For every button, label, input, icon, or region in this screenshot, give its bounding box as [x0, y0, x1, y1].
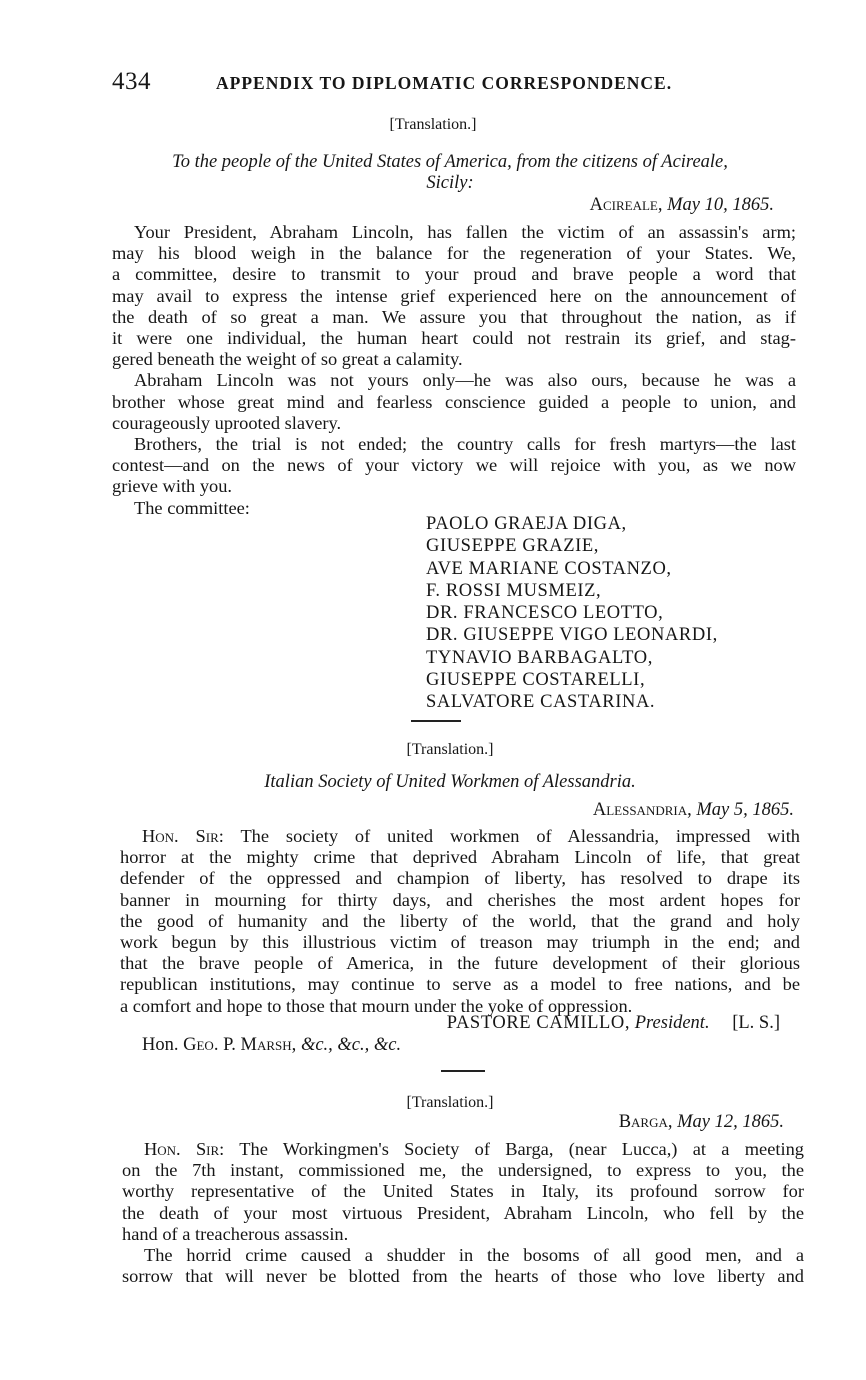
- signature-alessandria: [447, 1013, 780, 1034]
- section-divider: [411, 720, 461, 722]
- text-line: the good of humanity and the liberty of the world, that the grand and holy: [120, 910, 800, 931]
- dateline-date: May 5, 1865.: [696, 800, 794, 820]
- dateline-place: Acireale,: [589, 195, 663, 215]
- letter-title-alessandria: Italian Society of United Workmen of Alessandria.: [264, 772, 636, 792]
- translation-label-1: [Translation.]: [389, 116, 477, 133]
- signatory: AVE MARIANE COSTANZO,: [426, 558, 672, 579]
- section-divider: [441, 1070, 485, 1072]
- signatory: PAOLO GRAEJA DIGA,: [426, 514, 627, 534]
- text-line: that the brave people of America, in the future development of their glorious: [120, 953, 800, 974]
- addressee-marsh: [142, 1035, 401, 1056]
- signatory: TYNAVIO BARBAGALTO,: [426, 647, 653, 668]
- text-line: Abraham Lincoln was not yours only—he was also ours, because he was a: [134, 370, 796, 391]
- text-line: defender of the oppressed and champion of liberty, has resolved to drape its: [120, 868, 800, 889]
- addressee-suffix: &c., &c., &c.: [300, 1035, 402, 1055]
- dateline-alessandria: [593, 800, 794, 821]
- text-line: the death of so great a man. We assure you that throughout the nation, as if: [112, 306, 796, 327]
- text-line: hand of a treacherous assassin.: [122, 1223, 349, 1244]
- text-line: on the 7th instant, commissioned me, the undersigned, to express to you, the: [122, 1160, 804, 1181]
- seal-mark: [L. S.]: [732, 1013, 780, 1033]
- letter-body-alessandria: [120, 826, 800, 1017]
- text-line: republican institutions, may continue to serve as a model to free nations, and be: [120, 974, 800, 995]
- signatory: DR. FRANCESCO LEOTTO,: [426, 603, 664, 624]
- dateline-place: Alessandria,: [592, 800, 692, 820]
- dateline-barga: [619, 1112, 784, 1133]
- text-line: Brothers, the trial is not ended; the country calls for fresh martyrs—the last: [134, 434, 796, 455]
- text-line: [122, 1139, 804, 1160]
- translation-label-3: [Translation.]: [406, 1094, 494, 1111]
- letter-body-acireale: [112, 222, 796, 519]
- signatory-list: [426, 513, 718, 714]
- text-line: The horrid crime caused a shudder in the bosoms of all good men, and a: [144, 1245, 804, 1266]
- signature-title: President.: [634, 1013, 710, 1033]
- paragraph: [120, 826, 800, 1017]
- dateline-place: Barga,: [618, 1112, 673, 1132]
- salutation: Hon. Sir:: [144, 1139, 225, 1159]
- addressee-prefix: Hon.: [142, 1035, 179, 1055]
- signatory: GIUSEPPE GRAZIE,: [426, 536, 600, 557]
- letter-title-acireale: [100, 152, 800, 194]
- text-line: it were one individual, the human heart could not restrain its grief, and stag-: [112, 328, 796, 349]
- text-line: the death of your most virtuous President, Abraham Lincoln, who fell by the: [122, 1202, 804, 1223]
- text-span: The Workingmen's Society of Barga, (near Lucca,) at a meeting: [239, 1139, 804, 1159]
- dateline-date: May 10, 1865.: [667, 195, 774, 215]
- addressee-name: Geo. P. Marsh,: [183, 1035, 297, 1055]
- translation-label-2: [Translation.]: [406, 741, 494, 758]
- page-number: 434: [112, 68, 151, 95]
- text-line: horror at the mighty crime that deprived Abraham Lincoln of life, that great: [120, 847, 800, 868]
- paragraph: [122, 1139, 804, 1245]
- text-line: banner in mourning for thirty days, and cherishes the most ardent hopes for: [120, 889, 800, 910]
- salutation: Hon. Sir:: [142, 826, 224, 846]
- dateline-date: May 12, 1865.: [677, 1112, 784, 1132]
- running-title: APPENDIX TO DIPLOMATIC CORRESPONDENCE.: [216, 73, 673, 93]
- signatory: DR. GIUSEPPE VIGO LEONARDI,: [426, 625, 718, 646]
- text-line: sorrow that will never be blotted from the hearts of those who love liberty and: [122, 1266, 804, 1287]
- text-line: Your President, Abraham Lincoln, has fallen the victim of an assassin's arm;: [134, 222, 796, 242]
- text-line: [120, 826, 800, 847]
- signatory: GIUSEPPE COSTARELLI,: [426, 670, 646, 691]
- text-line: work begun by this illustrious victim of treason may triumph in the end; and: [120, 932, 800, 953]
- paragraph: [122, 1245, 804, 1287]
- text-line: may avail to express the intense grief experienced here on the announcement of: [112, 285, 796, 306]
- signature-name: PASTORE CAMILLO,: [446, 1013, 631, 1033]
- committee-intro: The committee:: [134, 497, 250, 518]
- dateline-acireale: [590, 195, 774, 216]
- text-line: contest—and on the news of your victory we will rejoice with you, as we now: [112, 455, 796, 476]
- paragraph: [112, 222, 796, 370]
- paragraph: [112, 370, 796, 434]
- signatory: F. ROSSI MUSMEIZ,: [426, 580, 602, 601]
- text-line: gered beneath the weight of so great a calamity.: [112, 349, 463, 370]
- text-line: courageously uprooted slavery.: [112, 412, 342, 433]
- text-line: worthy representative of the United States in Italy, its profound sorrow for: [122, 1181, 804, 1202]
- text-line: a committee, desire to transmit to your proud and brave people a word that: [112, 264, 796, 285]
- letter-title-line-2: Sicily:: [426, 173, 474, 193]
- text-line: grieve with you.: [112, 476, 233, 497]
- letter-title-line-1: To the people of the United States of America, from the citizens of Acireale,: [172, 152, 728, 172]
- paragraph: [112, 434, 796, 498]
- text-line: may his blood weigh in the balance for the regeneration of your States. We,: [112, 243, 796, 264]
- text-line: brother whose great mind and fearless conscience guided a people to union, and: [112, 391, 796, 412]
- text-line: a comfort and hope to those that mourn under the yoke of oppression.: [120, 995, 633, 1016]
- text-span: The society of united workmen of Alessandria, impressed with: [240, 826, 800, 846]
- signatory: SALVATORE CASTARINA.: [426, 692, 656, 713]
- letter-body-barga: [122, 1139, 804, 1287]
